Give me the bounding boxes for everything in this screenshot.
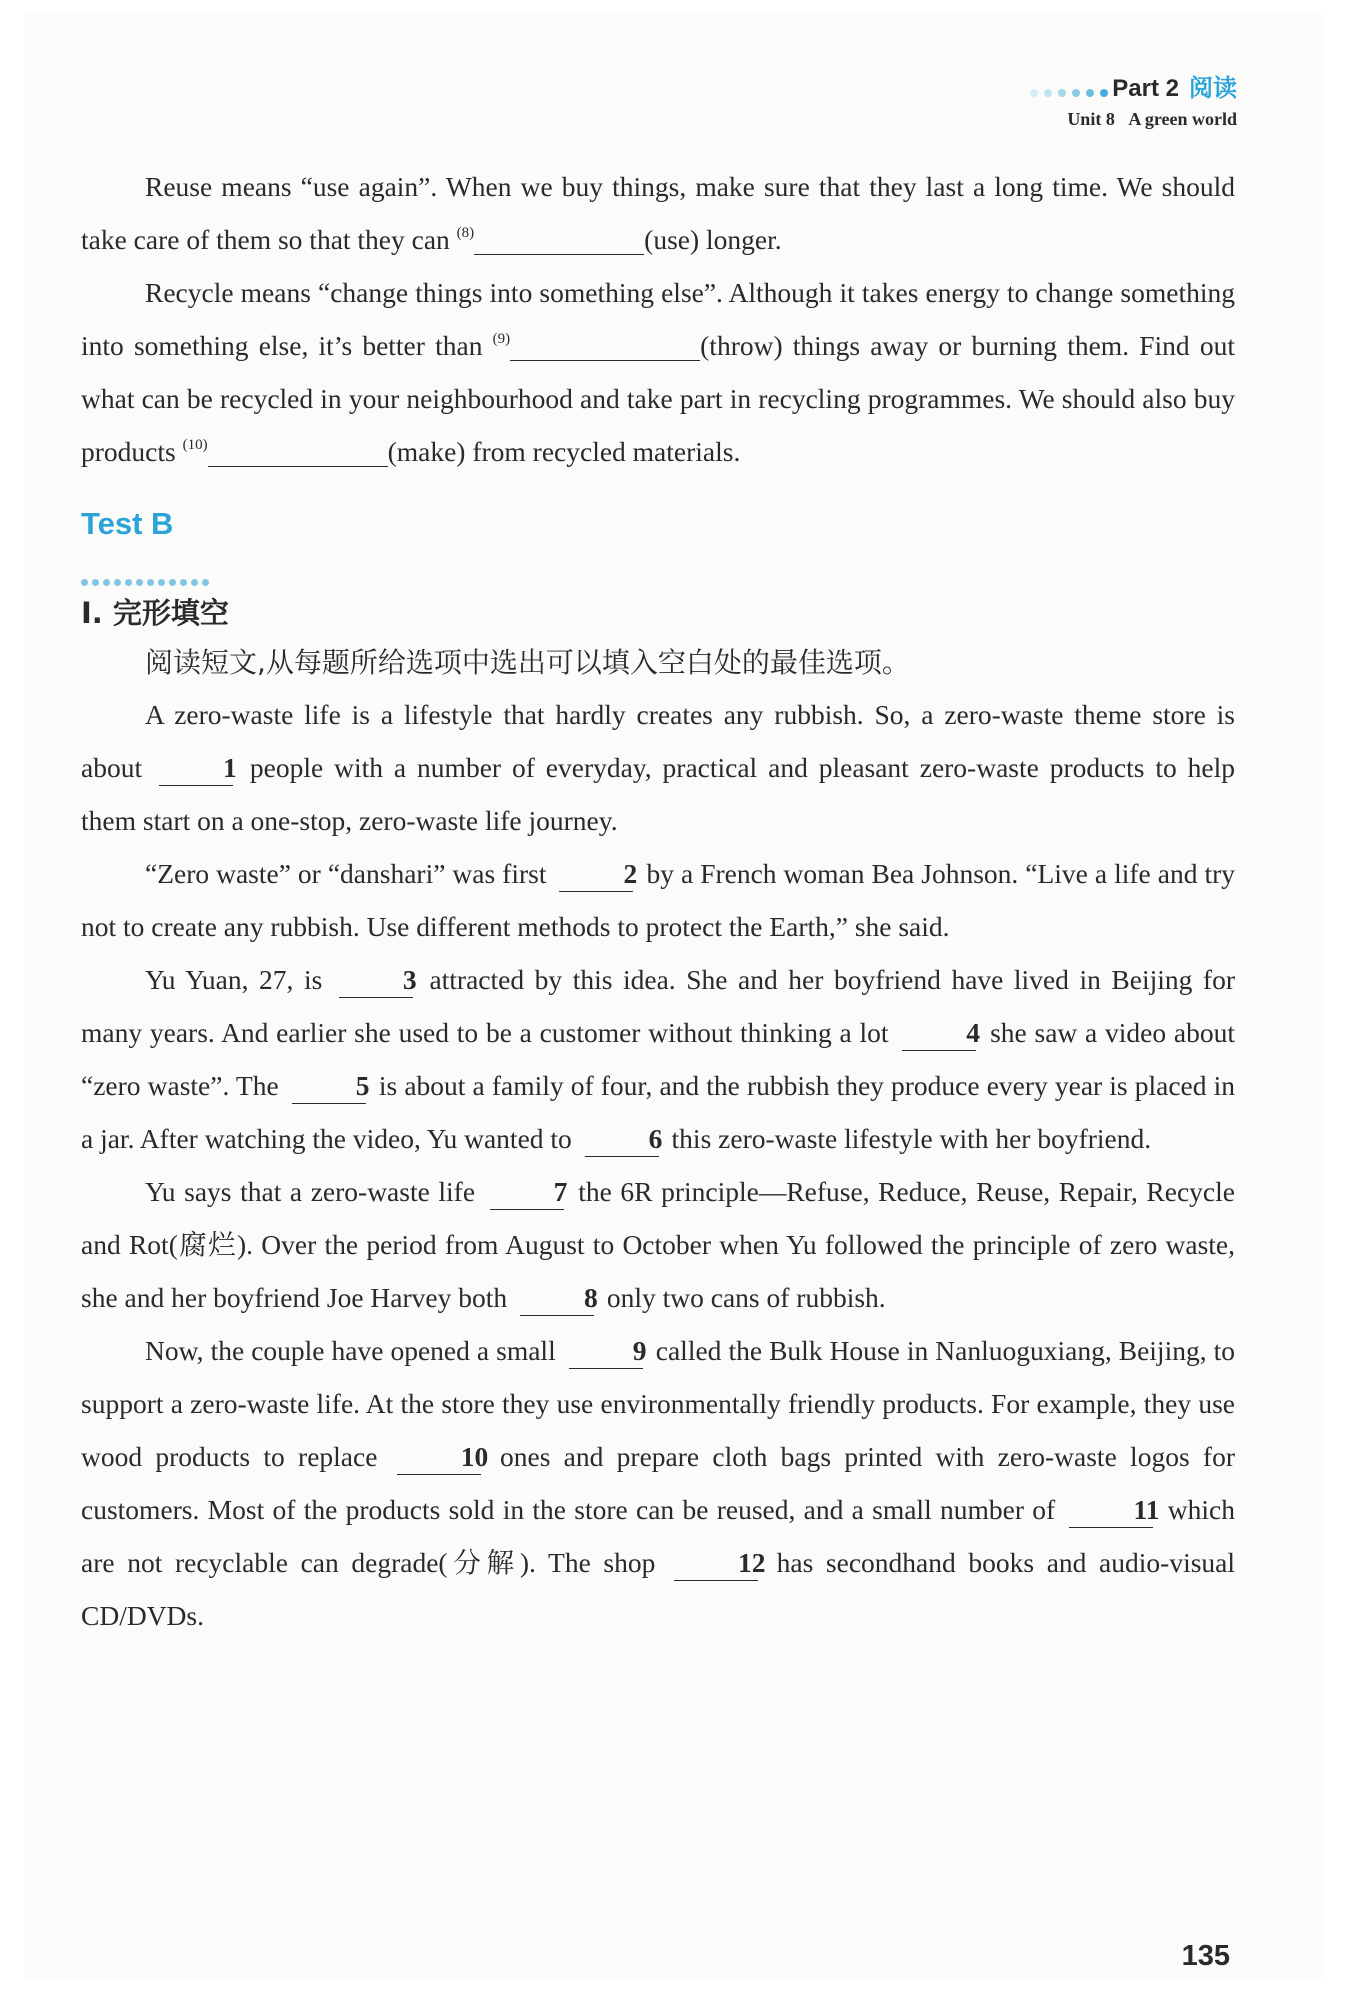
cloze-paragraph-2 [81,847,1235,953]
cloze-blank[interactable]: 3 [339,963,413,998]
paragraph-text: (throw) things away or burning them. Find out what can be recycled in your neighbourhood and take part in recycling programmes. We should also buy products [81,330,1236,467]
running-header [1024,74,1237,130]
paragraph-text: attracted by this idea. She and her boyfriend have lived in Beijing for many years. And earlier she used to be a customer without thinking a lot [81,964,1235,1048]
paragraph-text: this zero-waste lifestyle with her boyfriend. [664,1123,1152,1154]
paragraph-text: has secondhand books and audio-visual CD/DVDs. [81,1547,1236,1631]
dot-icon [103,579,110,586]
paragraph-text: (make) from recycled materials. [387,436,741,467]
cloze-blank[interactable]: 2 [559,857,633,892]
cloze-blank[interactable]: 1 [159,751,233,786]
paragraph-text: ones and prepare cloth bags printed with zero-waste logos for customers. Most of the products sold in the store can be reused, and a small number of [81,1441,1235,1525]
paragraph-text: by a French woman Bea Johnson. “Live a life and try not to create any rubbish. Use different methods to protect the Earth,” she said. [81,858,1235,942]
cloze-blank[interactable]: 6 [585,1122,659,1157]
paragraph-text: she saw a video about “zero waste”. The [81,1017,1236,1101]
paragraph-text: A zero-waste life is a lifestyle that hardly creates any rubbish. So, a zero-waste theme store is about [81,699,1235,783]
cloze-blank[interactable]: 4 [902,1016,976,1051]
dot-icon [1100,89,1108,97]
paragraph-text: Recycle means “change things into something else”. Although it takes energy to change something into something else, it’s better than [81,277,1235,361]
cloze-blank[interactable]: 12 [674,1546,758,1581]
paragraph-text: the 6R principle—Refuse, Reduce, Reuse, Repair, Recycle and Rot(腐烂). Over the period from August to October when Yu followed the principle of zero waste, she and her boyfriend Joe Harvey both [81,1176,1235,1313]
header-unit: Unit 8 [1067,108,1115,129]
header-part-line [1024,74,1237,105]
section-title: Ⅰ. 完形填空 [81,596,229,630]
dot-icon [136,579,143,586]
paragraph-text: is about a family of four, and the rubbish they produce every year is placed in a jar. After watching the video, Yu wanted to [81,1070,1235,1154]
dot-icon [125,579,132,586]
dot-icon [1044,89,1052,97]
paragraph-text: Yu says that a zero-waste life [145,1176,484,1207]
cloze-blank[interactable]: 5 [292,1069,366,1104]
paragraph-reuse [81,160,1235,266]
dot-icon [158,579,165,586]
paragraph-recycle [81,266,1235,478]
paragraph-text: only two cans of rubbish. [600,1282,886,1313]
answer-blank[interactable] [474,220,644,255]
dot-icon [180,579,187,586]
cloze-blank[interactable]: 7 [490,1175,564,1210]
cloze-blank[interactable]: 11 [1069,1493,1153,1528]
cloze-blank[interactable]: 10 [397,1440,481,1475]
cloze-blank[interactable]: 9 [569,1334,643,1369]
dot-icon [1086,89,1094,97]
answer-blank[interactable] [208,432,388,467]
header-part: Part 2 [1112,75,1179,102]
header-dots [1024,75,1108,105]
answer-blank[interactable] [510,326,700,361]
paragraph-text: Now, the couple have opened a small [145,1335,563,1366]
question-number: (9) [492,331,511,347]
cloze-paragraph-4 [81,1165,1235,1324]
cloze-paragraph-3 [81,953,1235,1165]
dot-icon [114,579,121,586]
dot-icon [191,579,198,586]
dot-icon [81,579,88,586]
dot-icon [147,579,154,586]
dot-icon [1058,89,1066,97]
test-title: Test B [81,506,174,541]
paragraph-text: Reuse means “use again”. When we buy things, make sure that they last a long time. We should take care of them so that they can [81,171,1235,255]
paragraph-text: which are not recyclable can degrade(分解). The shop [81,1494,1235,1578]
paragraph-text: called the Bulk House in Nanluoguxiang, Beijing, to support a zero-waste life. At the store they use environmentally friendly products. For example, they use wood products to replace [81,1335,1235,1472]
dot-icon [92,579,99,586]
paragraph-text: (use) longer. [644,224,782,255]
cloze-paragraph-5 [81,1324,1235,1642]
test-title-dots [81,550,1235,560]
cloze-paragraph-1 [81,688,1235,847]
page-content [81,160,1235,1642]
dot-icon [169,579,176,586]
dot-icon [1072,89,1080,97]
dot-icon [1030,89,1038,97]
header-unit-title: A green world [1128,108,1237,129]
page-number: 135 [1181,1940,1230,1972]
instruction: 阅读短文,从每题所给选项中选出可以填入空白处的最佳选项。 [145,646,910,679]
paragraph-text: Yu Yuan, 27, is [145,964,333,995]
paragraph-text: people with a number of everyday, practical and pleasant zero-waste products to help them start on a one-stop, zero-waste life journey. [81,752,1235,836]
header-part-cn: 阅读 [1189,75,1237,102]
cloze-blank[interactable]: 8 [520,1281,594,1316]
question-number: (8) [456,225,475,241]
question-number: (10) [182,437,208,453]
paragraph-text: “Zero waste” or “danshari” was first [145,858,554,889]
header-unit-line [1024,109,1237,130]
dot-icon [202,579,209,586]
